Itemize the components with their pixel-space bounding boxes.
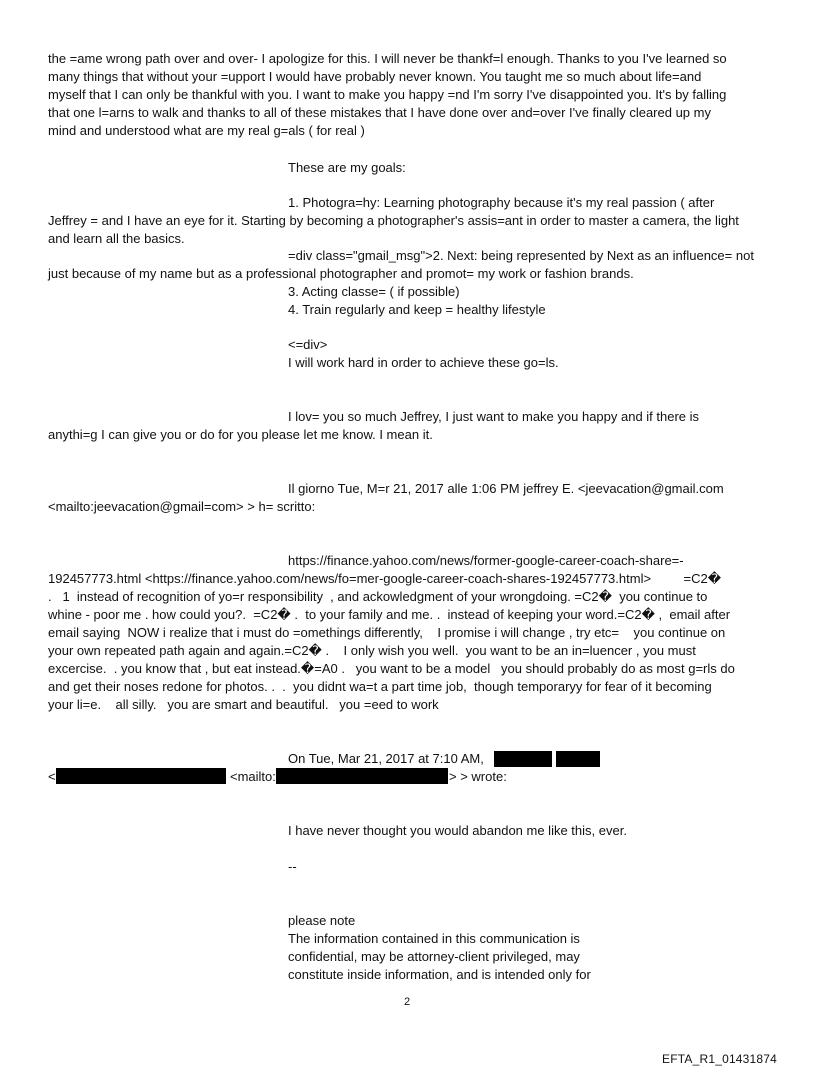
redaction-bar [56,768,226,784]
quoted-header: On Tue, Mar 21, 2017 at 7:10 AM, [288,751,484,766]
angle-bracket: < [48,769,56,784]
disclaimer-line: confidential, may be attorney-client privileged, may [288,949,580,964]
quoted-text-line: I have never thought you would abandon me like this, ever. [288,823,627,838]
quoted-text-line: and get their noses redone for photos. . . you didnt wa=t a part time job, though temporaryy for fear of it becoming [48,679,712,694]
goal-line: Jeffrey = and I have an eye for it. Starting by becoming a photographer's assis=ant in order to master a camera, the light [48,213,739,228]
goal-line: 1. Photogra=hy: Learning photography because it's my real passion ( after [288,195,715,210]
wrote-label: > > wrote: [449,769,507,784]
body-text-line: myself that I can only be thankful with you. I want to make you happy =nd I'm sorry I've disappointed you. It's by falling [48,87,727,102]
reply-header: <mailto:jeevacation@gmail=com> > h= scritto: [48,499,316,514]
reply-header: Il giorno Tue, M=r 21, 2017 alle 1:06 PM jeffrey E. <jeevacation@gmail.com [288,481,724,496]
body-text-line: that one l=arns to walk and thanks to all of these mistakes that I have done over and=over I've finally cleared up my [48,105,711,120]
body-text-line: I will work hard in order to achieve these go=ls. [288,355,559,370]
goal-line: 4. Train regularly and keep = healthy lifestyle [288,302,546,317]
body-text-line: I lov= you so much Jeffrey, I just want to make you happy and if there is [288,409,700,424]
body-text-line: anythi=g I can give you or do for you please let me know. I mean it. [48,427,433,442]
disclaimer-line: constitute inside information, and is intended only for [288,967,591,982]
disclaimer-line: The information contained in this communication is [288,931,580,946]
page-number: 2 [404,996,411,1008]
quoted-text-line: 192457773.html <https://finance.yahoo.com/news/fo=mer-google-career-coach-shares-192457773.html> =C2� [48,571,722,586]
goal-line: =div class="gmail_msg">2. Next: being represented by Next as an influence= not [288,248,754,263]
mailto-label: <mailto: [230,769,276,784]
redaction-bar [556,751,600,767]
quoted-text-line: email saying NOW i realize that i must do =omethings differently, I promise i will change , try etc= you continue on [48,625,726,640]
quoted-text-line: whine - poor me . how could you?. =C2� . to your family and me. . instead of keeping your word.=C2� , email after [48,607,731,622]
goals-heading: These are my goals: [288,160,406,175]
goal-line: 3. Acting classe= ( if possible) [288,284,460,299]
goal-line: and learn all the basics. [48,231,185,246]
signature-separator: -- [288,859,297,874]
quoted-text-line: . 1 instead of recognition of yo=r responsibility , and ackowledgment of your wrongdoing. =C2� you continue to [48,589,708,604]
redaction-bar [494,751,552,767]
quoted-text-line: your own repeated path again and again.=C2� . I only wish you well. you want to be an in=luencer , you must [48,643,696,658]
disclaimer-line: please note [288,913,356,928]
quoted-text-line: excercise. . you know that , but eat instead.�=A0 . you want to be a model you should probably do as most g=rls do [48,661,735,676]
document-id: EFTA_R1_01431874 [662,1052,778,1066]
html-artifact: <=div> [288,337,328,352]
goal-line: just because of my name but as a professional photographer and promot= my work or fashion brands. [48,266,634,281]
body-text-line: mind and understood what are my real g=als ( for real ) [48,123,365,138]
body-text-line: the =ame wrong path over and over- I apologize for this. I will never be thankf=l enough. Thanks to you I've learned so [48,51,727,66]
quoted-link-line: https://finance.yahoo.com/news/former-google-career-coach-share=- [288,553,684,568]
body-text-line: many things that without your =upport I would have probably never known. You taught me so much about life=and [48,69,702,84]
redaction-bar [276,768,448,784]
quoted-text-line: your li=e. all silly. you are smart and beautiful. you =eed to work [48,697,439,712]
